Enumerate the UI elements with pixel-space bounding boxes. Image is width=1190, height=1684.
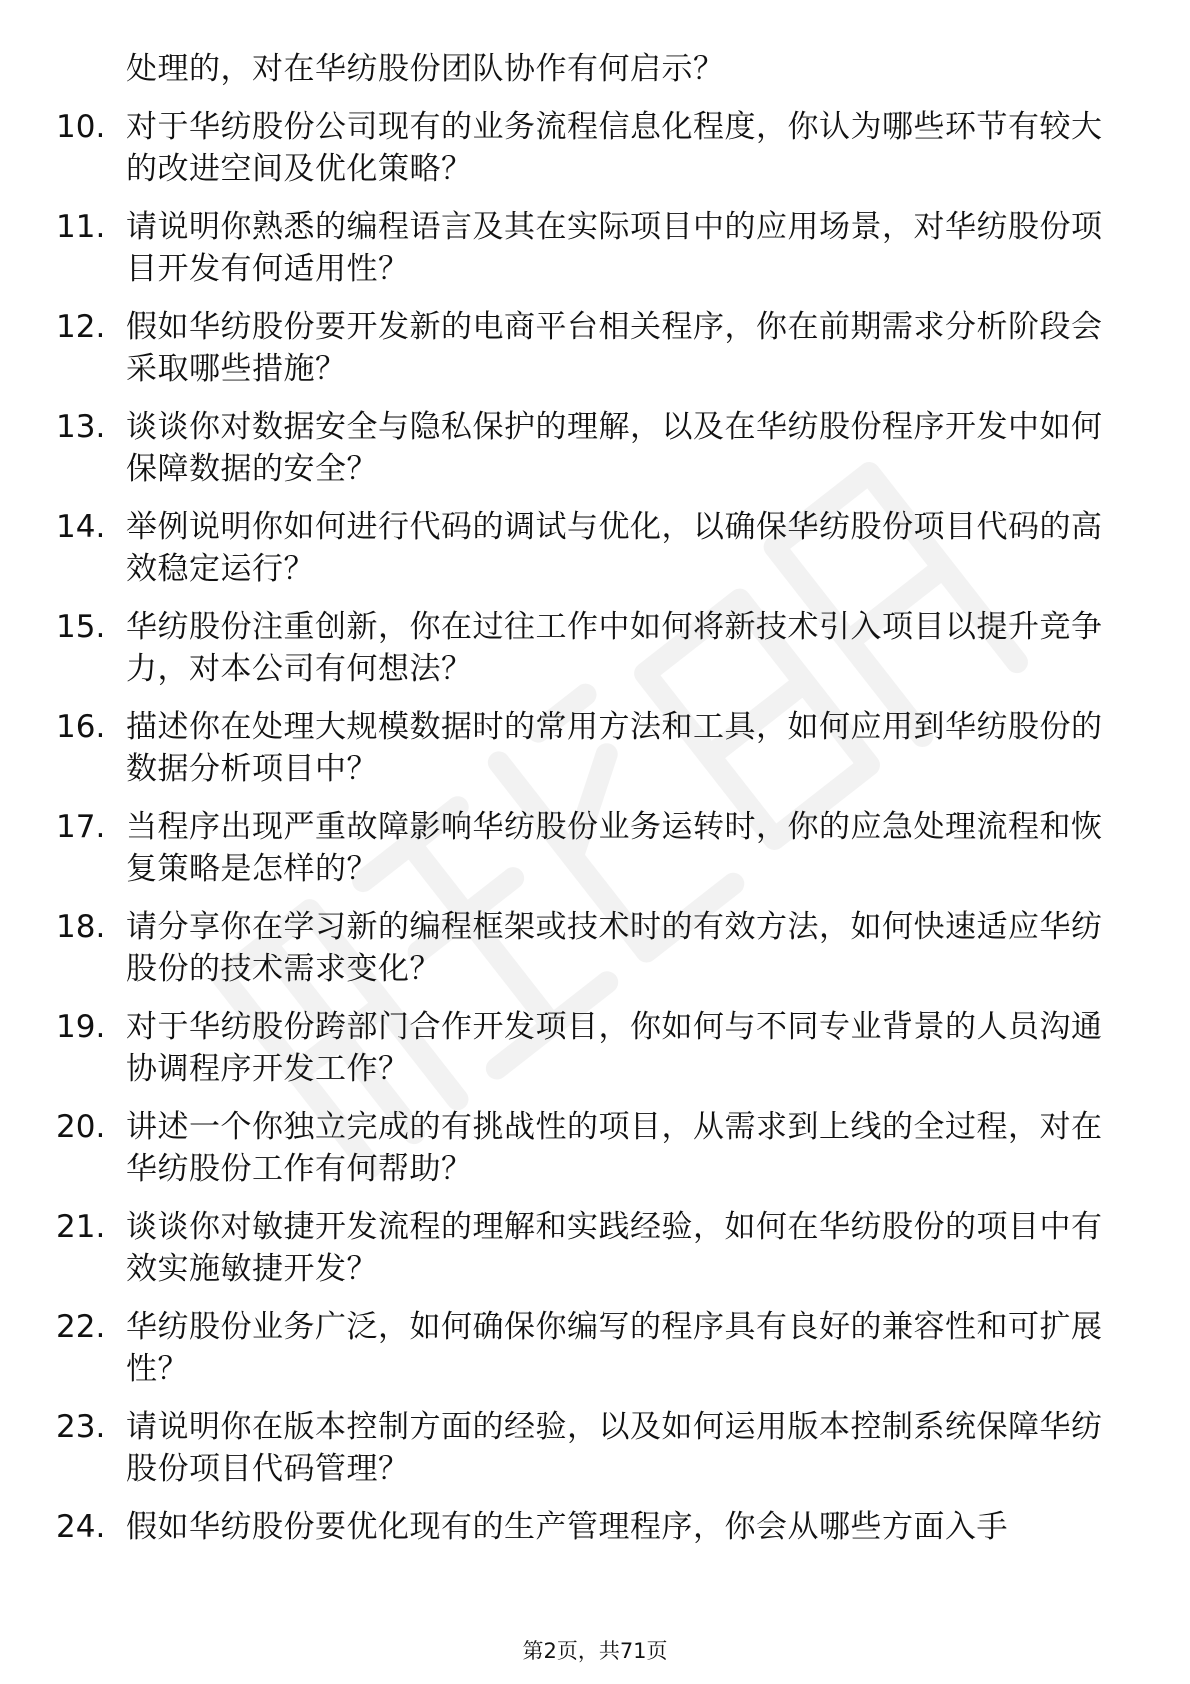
question-text: 谈谈你对数据安全与隐私保护的理解，以及在华纺股份程序开发中如何保障数据的安全？ [126, 409, 1103, 487]
page-number-label: 第2页，共71页 [522, 1639, 668, 1663]
list-item [56, 1306, 1116, 1390]
question-number: 16. [56, 709, 106, 745]
question-text: 华纺股份注重创新，你在过往工作中如何将新技术引入项目以提升竞争力，对本公司有何想法？ [126, 609, 1103, 687]
question-number: 13. [56, 409, 106, 445]
question-number: 20. [56, 1109, 106, 1145]
page-footer [0, 1637, 1190, 1665]
question-number: 15. [56, 609, 106, 645]
question-text: 讲述一个你独立完成的有挑战性的项目，从需求到上线的全过程，对在华纺股份工作有何帮助？ [126, 1109, 1103, 1187]
list-item [56, 1506, 1116, 1548]
question-text: 假如华纺股份要优化现有的生产管理程序，你会从哪些方面入手 [126, 1509, 1008, 1545]
list-item [56, 1406, 1116, 1490]
document-body [56, 48, 1116, 1548]
question-text: 对于华纺股份公司现有的业务流程信息化程度，你认为哪些环节有较大的改进空间及优化策略？ [126, 109, 1103, 187]
list-item [56, 1206, 1116, 1290]
list-item [56, 1006, 1116, 1090]
question-text: 假如华纺股份要开发新的电商平台相关程序，你在前期需求分析阶段会采取哪些措施？ [126, 309, 1103, 387]
question-number: 18. [56, 909, 106, 945]
list-item [56, 606, 1116, 690]
list-item [56, 906, 1116, 990]
question-number: 17. [56, 809, 106, 845]
question-text: 请说明你在版本控制方面的经验，以及如何运用版本控制系统保障华纺股份项目代码管理？ [126, 1409, 1103, 1487]
question-text: 谈谈你对敏捷开发流程的理解和实践经验，如何在华纺股份的项目中有效实施敏捷开发？ [126, 1209, 1103, 1287]
question-number: 21. [56, 1209, 106, 1245]
question-number: 11. [56, 209, 106, 245]
question-list [56, 106, 1116, 1548]
question-text: 描述你在处理大规模数据时的常用方法和工具，如何应用到华纺股份的数据分析项目中？ [126, 709, 1103, 787]
question-number: 10. [56, 109, 106, 145]
question-text: 当程序出现严重故障影响华纺股份业务运转时，你的应急处理流程和恢复策略是怎样的？ [126, 809, 1103, 887]
question-number: 22. [56, 1309, 106, 1345]
question-text: 对于华纺股份跨部门合作开发项目，你如何与不同专业背景的人员沟通协调程序开发工作？ [126, 1009, 1103, 1087]
question-number: 12. [56, 309, 106, 345]
list-item [56, 706, 1116, 790]
list-item [56, 1106, 1116, 1190]
list-item [56, 306, 1116, 390]
question-number: 24. [56, 1509, 106, 1545]
list-item [56, 206, 1116, 290]
question-text: 请分享你在学习新的编程框架或技术时的有效方法，如何快速适应华纺股份的技术需求变化？ [126, 909, 1103, 987]
question-number: 19. [56, 1009, 106, 1045]
list-item [56, 506, 1116, 590]
question-number: 14. [56, 509, 106, 545]
question-text: 举例说明你如何进行代码的调试与优化，以确保华纺股份项目代码的高效稳定运行？ [126, 509, 1103, 587]
question-number: 23. [56, 1409, 106, 1445]
list-item [56, 406, 1116, 490]
question-text: 华纺股份业务广泛，如何确保你编写的程序具有良好的兼容性和可扩展性？ [126, 1309, 1103, 1387]
list-item [56, 106, 1116, 190]
question-text: 请说明你熟悉的编程语言及其在实际项目中的应用场景，对华纺股份项目开发有何适用性？ [126, 209, 1103, 287]
list-item [56, 806, 1116, 890]
continuation-text: 处理的，对在华纺股份团队协作有何启示？ [126, 51, 725, 87]
